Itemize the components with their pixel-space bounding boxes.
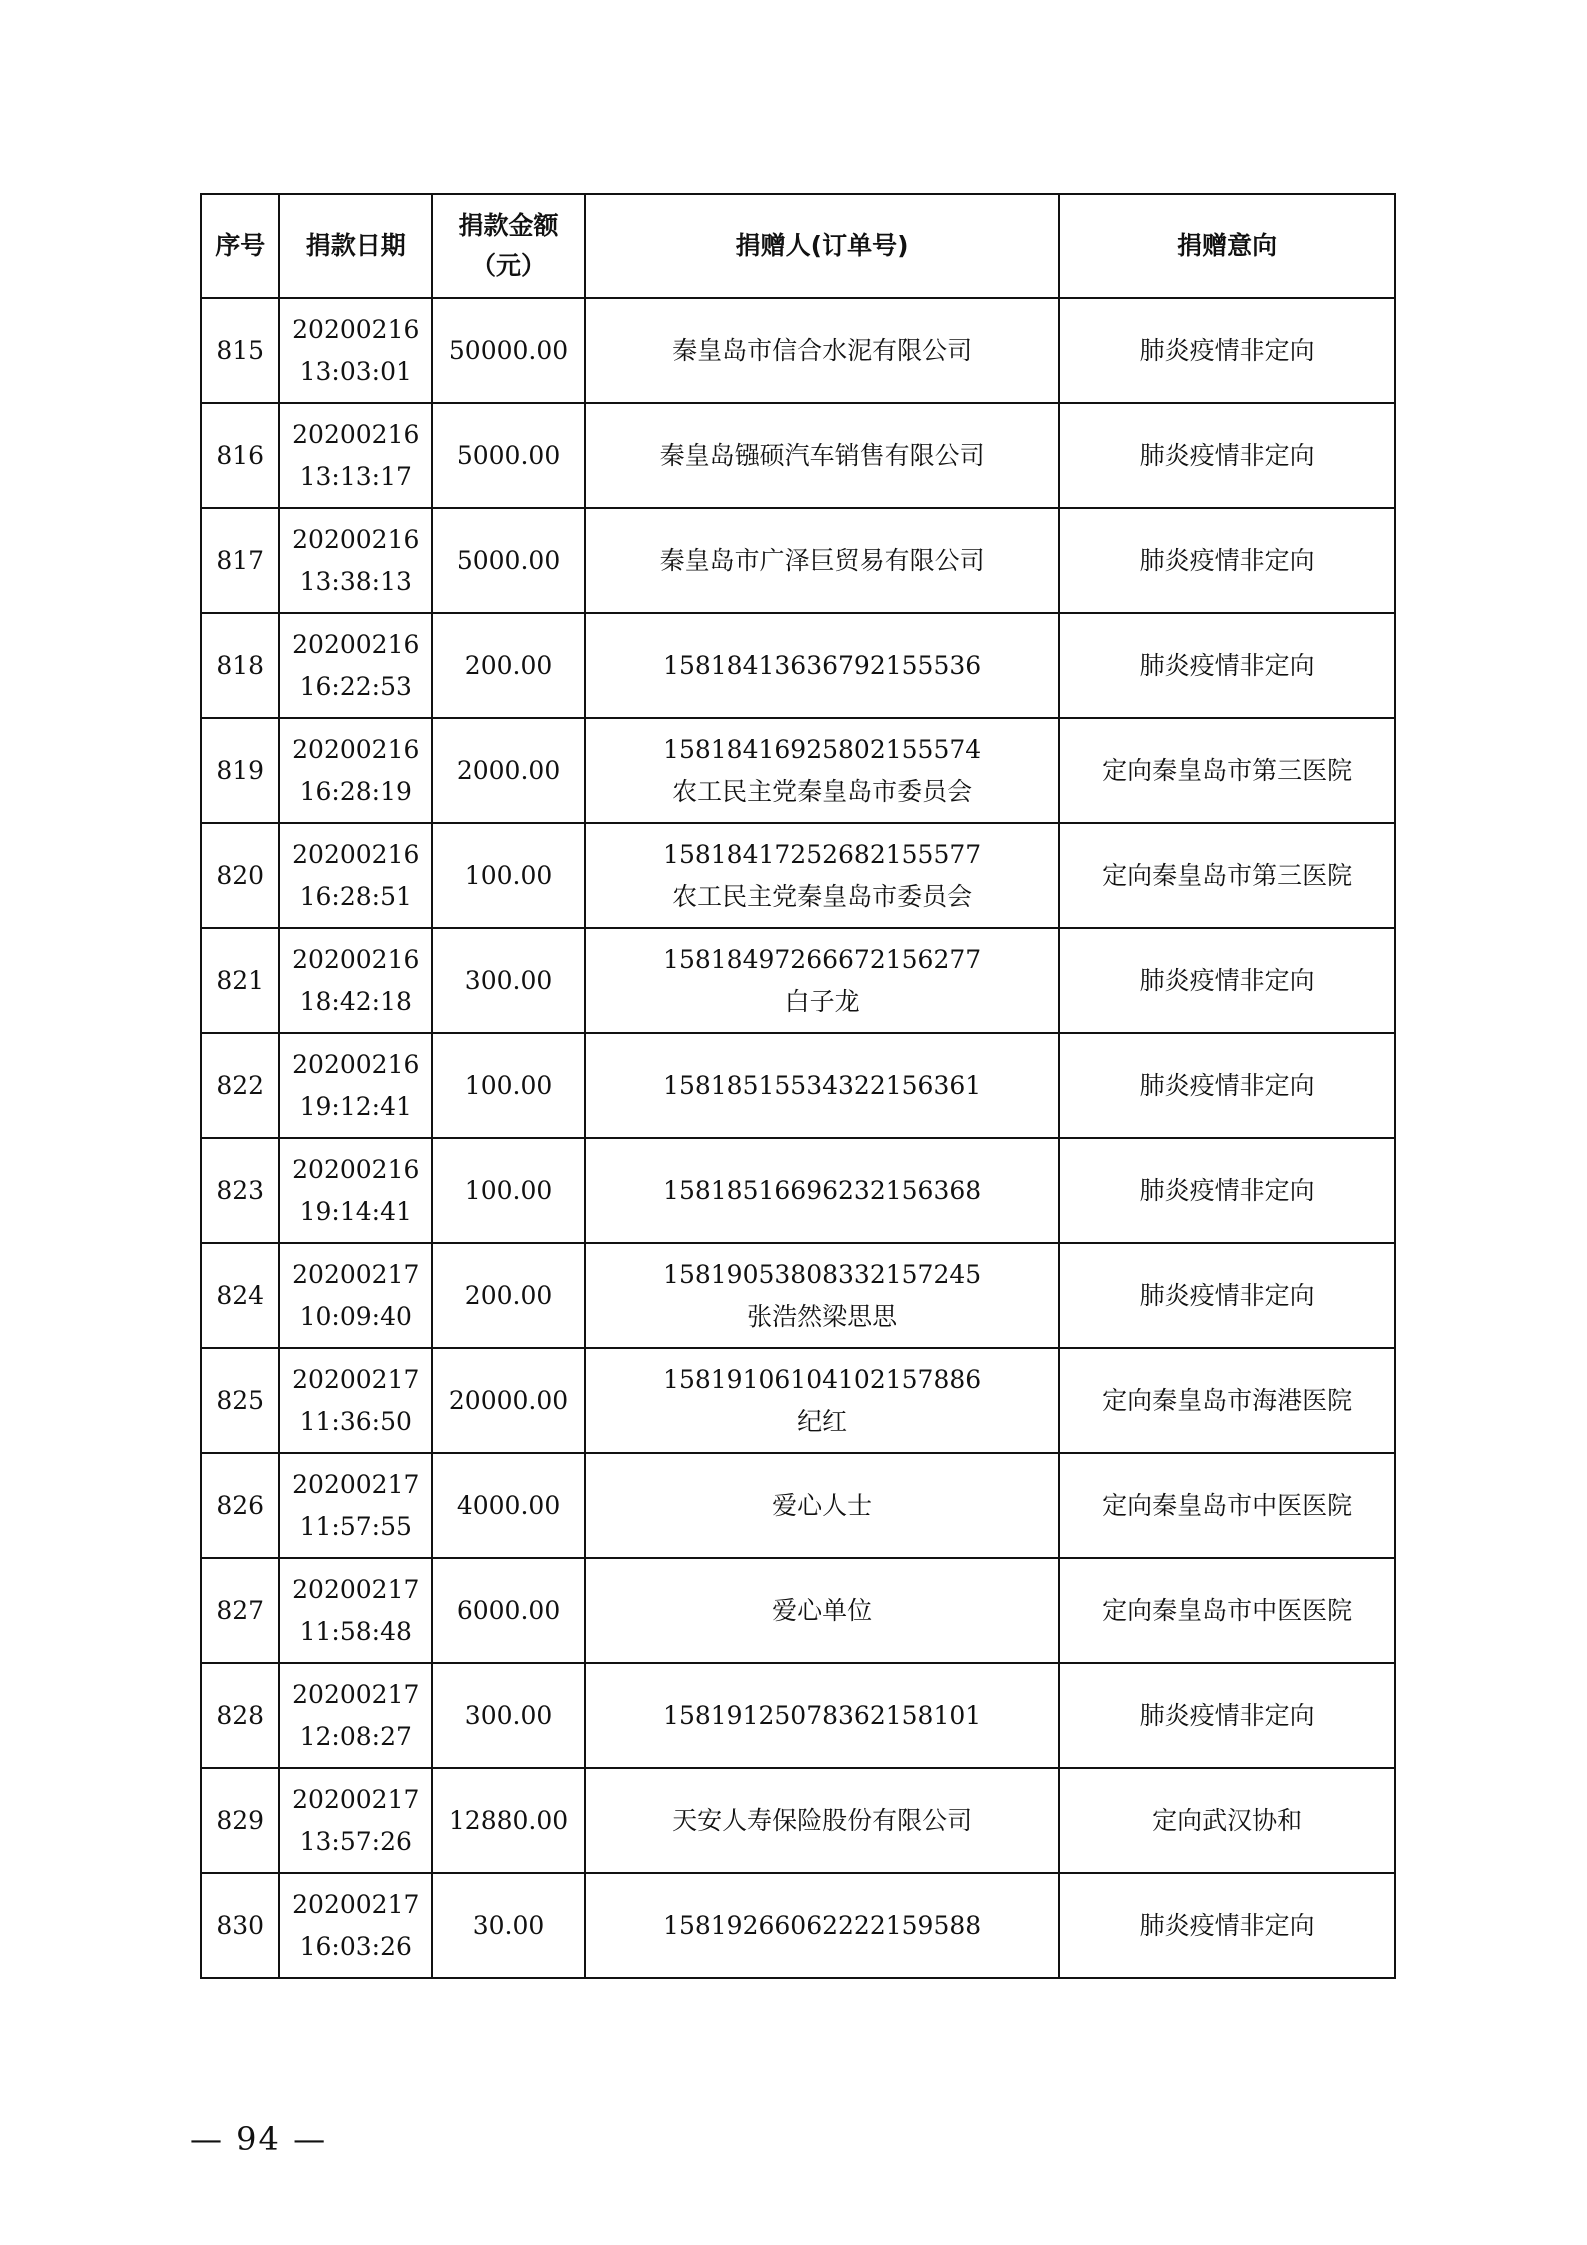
cell-amount: 2000.00 bbox=[432, 718, 585, 823]
cell-amount: 5000.00 bbox=[432, 403, 585, 508]
header-amount-unit: （元） bbox=[471, 251, 547, 280]
table-row bbox=[201, 1033, 1395, 1138]
table-row bbox=[201, 1768, 1395, 1873]
table-row bbox=[201, 508, 1395, 613]
cell-serial-number: 830 bbox=[201, 1873, 279, 1978]
cell-donation-intent: 肺炎疫情非定向 bbox=[1059, 928, 1395, 1033]
table-row bbox=[201, 718, 1395, 823]
cell-donation-intent: 定向秦皇岛市海港医院 bbox=[1059, 1348, 1395, 1453]
cell-time: 11:36:50 bbox=[299, 1406, 412, 1436]
cell-date: 20200216 bbox=[292, 314, 420, 344]
cell-donation-intent: 肺炎疫情非定向 bbox=[1059, 1873, 1395, 1978]
cell-amount: 12880.00 bbox=[432, 1768, 585, 1873]
table-row bbox=[201, 1138, 1395, 1243]
cell-time: 13:13:17 bbox=[299, 461, 412, 491]
cell-donor bbox=[585, 1033, 1059, 1138]
cell-time: 13:57:26 bbox=[299, 1826, 412, 1856]
cell-time: 12:08:27 bbox=[299, 1721, 412, 1751]
header-serial-number: 序号 bbox=[201, 194, 279, 298]
cell-donor-name: 白子龙 bbox=[784, 986, 860, 1016]
table-row bbox=[201, 613, 1395, 718]
cell-time: 13:38:13 bbox=[299, 566, 412, 596]
header-row bbox=[201, 194, 1395, 298]
table-row bbox=[201, 823, 1395, 928]
cell-date: 20200217 bbox=[292, 1259, 420, 1289]
cell-serial-number: 827 bbox=[201, 1558, 279, 1663]
cell-donation-datetime bbox=[279, 928, 432, 1033]
cell-donation-datetime bbox=[279, 1138, 432, 1243]
cell-time: 19:12:41 bbox=[299, 1091, 412, 1121]
cell-date: 20200217 bbox=[292, 1784, 420, 1814]
cell-donor-name: 农工民主党秦皇岛市委员会 bbox=[672, 776, 973, 806]
table-row bbox=[201, 1663, 1395, 1768]
cell-time: 16:22:53 bbox=[299, 671, 412, 701]
header-donor: 捐赠人(订单号) bbox=[585, 194, 1059, 298]
cell-date: 20200216 bbox=[292, 944, 420, 974]
cell-donation-datetime bbox=[279, 508, 432, 613]
header-amount-label: 捐款金额 bbox=[458, 211, 559, 240]
cell-date: 20200217 bbox=[292, 1679, 420, 1709]
cell-donation-datetime bbox=[279, 1348, 432, 1453]
table-row bbox=[201, 403, 1395, 508]
cell-donor-line: 秦皇岛市信合水泥有限公司 bbox=[672, 335, 973, 365]
cell-donor-line: 爱心人士 bbox=[772, 1490, 873, 1520]
header-donation-amount bbox=[432, 194, 585, 298]
table-row bbox=[201, 928, 1395, 1033]
cell-serial-number: 823 bbox=[201, 1138, 279, 1243]
cell-date: 20200217 bbox=[292, 1364, 420, 1394]
cell-donation-intent: 肺炎疫情非定向 bbox=[1059, 403, 1395, 508]
cell-donor bbox=[585, 1348, 1059, 1453]
cell-donor bbox=[585, 1558, 1059, 1663]
cell-donation-datetime bbox=[279, 1453, 432, 1558]
cell-donor-line: 15819125078362158101 bbox=[663, 1700, 982, 1730]
cell-donor-line: 15818416925802155574 bbox=[663, 734, 982, 764]
cell-donor-line: 15818516696232156368 bbox=[663, 1175, 982, 1205]
cell-donor bbox=[585, 613, 1059, 718]
cell-donor bbox=[585, 1768, 1059, 1873]
cell-amount: 100.00 bbox=[432, 1033, 585, 1138]
table-row bbox=[201, 1558, 1395, 1663]
cell-donation-datetime bbox=[279, 403, 432, 508]
cell-time: 11:57:55 bbox=[299, 1511, 412, 1541]
cell-donation-datetime bbox=[279, 1663, 432, 1768]
cell-donor-name: 纪红 bbox=[797, 1406, 848, 1436]
cell-donation-datetime bbox=[279, 1243, 432, 1348]
cell-donor-line: 15818515534322156361 bbox=[663, 1070, 982, 1100]
cell-donor-name: 农工民主党秦皇岛市委员会 bbox=[672, 881, 973, 911]
table-row bbox=[201, 298, 1395, 403]
donation-table bbox=[200, 193, 1396, 1979]
cell-serial-number: 820 bbox=[201, 823, 279, 928]
cell-amount: 30.00 bbox=[432, 1873, 585, 1978]
table-row bbox=[201, 1873, 1395, 1978]
cell-donor bbox=[585, 1663, 1059, 1768]
cell-donor bbox=[585, 403, 1059, 508]
cell-amount: 300.00 bbox=[432, 928, 585, 1033]
cell-donor-line: 15819053808332157245 bbox=[663, 1259, 982, 1289]
cell-serial-number: 815 bbox=[201, 298, 279, 403]
table-body bbox=[201, 298, 1395, 1978]
cell-amount: 300.00 bbox=[432, 1663, 585, 1768]
table-header bbox=[201, 194, 1395, 298]
cell-donation-intent: 定向秦皇岛市中医医院 bbox=[1059, 1558, 1395, 1663]
cell-donor-line: 秦皇岛镪硕汽车销售有限公司 bbox=[659, 440, 985, 470]
cell-time: 16:03:26 bbox=[299, 1931, 412, 1961]
cell-donation-intent: 定向秦皇岛市第三医院 bbox=[1059, 718, 1395, 823]
cell-date: 20200216 bbox=[292, 1154, 420, 1184]
cell-date: 20200217 bbox=[292, 1574, 420, 1604]
cell-donor-line: 15818413636792155536 bbox=[663, 650, 982, 680]
table-row bbox=[201, 1348, 1395, 1453]
cell-serial-number: 824 bbox=[201, 1243, 279, 1348]
cell-donor bbox=[585, 298, 1059, 403]
cell-donation-intent: 定向武汉协和 bbox=[1059, 1768, 1395, 1873]
cell-amount: 4000.00 bbox=[432, 1453, 585, 1558]
cell-time: 13:03:01 bbox=[299, 356, 412, 386]
cell-donation-datetime bbox=[279, 1873, 432, 1978]
cell-donor bbox=[585, 1243, 1059, 1348]
header-donation-date: 捐款日期 bbox=[279, 194, 432, 298]
cell-donation-datetime bbox=[279, 823, 432, 928]
cell-time: 18:42:18 bbox=[299, 986, 412, 1016]
cell-donor bbox=[585, 1453, 1059, 1558]
cell-date: 20200216 bbox=[292, 839, 420, 869]
cell-donation-intent: 定向秦皇岛市中医医院 bbox=[1059, 1453, 1395, 1558]
cell-donor-line: 15818417252682155577 bbox=[663, 839, 982, 869]
cell-amount: 6000.00 bbox=[432, 1558, 585, 1663]
cell-donor bbox=[585, 1873, 1059, 1978]
table-row bbox=[201, 1243, 1395, 1348]
cell-donor-name: 张浩然梁思思 bbox=[747, 1301, 898, 1331]
cell-time: 11:58:48 bbox=[299, 1616, 412, 1646]
cell-date: 20200216 bbox=[292, 734, 420, 764]
cell-donation-datetime bbox=[279, 613, 432, 718]
cell-amount: 50000.00 bbox=[432, 298, 585, 403]
cell-donation-intent: 肺炎疫情非定向 bbox=[1059, 1138, 1395, 1243]
cell-serial-number: 829 bbox=[201, 1768, 279, 1873]
cell-donation-datetime bbox=[279, 1768, 432, 1873]
cell-donor bbox=[585, 928, 1059, 1033]
cell-donation-datetime bbox=[279, 1558, 432, 1663]
cell-date: 20200216 bbox=[292, 419, 420, 449]
cell-amount: 100.00 bbox=[432, 1138, 585, 1243]
cell-date: 20200216 bbox=[292, 1049, 420, 1079]
cell-serial-number: 818 bbox=[201, 613, 279, 718]
cell-donor-line: 秦皇岛市广泽巨贸易有限公司 bbox=[659, 545, 985, 575]
header-donation-intent: 捐赠意向 bbox=[1059, 194, 1395, 298]
cell-donation-intent: 肺炎疫情非定向 bbox=[1059, 1033, 1395, 1138]
cell-serial-number: 821 bbox=[201, 928, 279, 1033]
cell-donor bbox=[585, 718, 1059, 823]
cell-time: 16:28:51 bbox=[299, 881, 412, 911]
cell-donor-line: 15818497266672156277 bbox=[663, 944, 982, 974]
cell-amount: 5000.00 bbox=[432, 508, 585, 613]
cell-donation-datetime bbox=[279, 298, 432, 403]
cell-donation-intent: 肺炎疫情非定向 bbox=[1059, 298, 1395, 403]
cell-donor bbox=[585, 823, 1059, 928]
cell-donation-intent: 肺炎疫情非定向 bbox=[1059, 1243, 1395, 1348]
cell-serial-number: 825 bbox=[201, 1348, 279, 1453]
cell-amount: 200.00 bbox=[432, 613, 585, 718]
cell-serial-number: 822 bbox=[201, 1033, 279, 1138]
cell-date: 20200217 bbox=[292, 1889, 420, 1919]
cell-donor bbox=[585, 1138, 1059, 1243]
table-row bbox=[201, 1453, 1395, 1558]
cell-date: 20200216 bbox=[292, 629, 420, 659]
cell-donor bbox=[585, 508, 1059, 613]
cell-donation-datetime bbox=[279, 1033, 432, 1138]
cell-serial-number: 817 bbox=[201, 508, 279, 613]
page-number: — 94 — bbox=[190, 2120, 328, 2158]
cell-donation-intent: 定向秦皇岛市第三医院 bbox=[1059, 823, 1395, 928]
cell-donation-datetime bbox=[279, 718, 432, 823]
cell-donation-intent: 肺炎疫情非定向 bbox=[1059, 508, 1395, 613]
cell-donor-line: 天安人寿保险股份有限公司 bbox=[672, 1805, 973, 1835]
cell-donor-line: 15819106104102157886 bbox=[663, 1364, 982, 1394]
cell-time: 10:09:40 bbox=[299, 1301, 412, 1331]
cell-date: 20200216 bbox=[292, 524, 420, 554]
cell-donor-line: 爱心单位 bbox=[772, 1595, 873, 1625]
cell-time: 16:28:19 bbox=[299, 776, 412, 806]
cell-time: 19:14:41 bbox=[299, 1196, 412, 1226]
cell-amount: 200.00 bbox=[432, 1243, 585, 1348]
cell-serial-number: 826 bbox=[201, 1453, 279, 1558]
cell-donation-intent: 肺炎疫情非定向 bbox=[1059, 1663, 1395, 1768]
cell-amount: 20000.00 bbox=[432, 1348, 585, 1453]
cell-serial-number: 819 bbox=[201, 718, 279, 823]
cell-amount: 100.00 bbox=[432, 823, 585, 928]
cell-serial-number: 828 bbox=[201, 1663, 279, 1768]
cell-donation-intent: 肺炎疫情非定向 bbox=[1059, 613, 1395, 718]
cell-serial-number: 816 bbox=[201, 403, 279, 508]
cell-donor-line: 15819266062222159588 bbox=[663, 1910, 982, 1940]
cell-date: 20200217 bbox=[292, 1469, 420, 1499]
